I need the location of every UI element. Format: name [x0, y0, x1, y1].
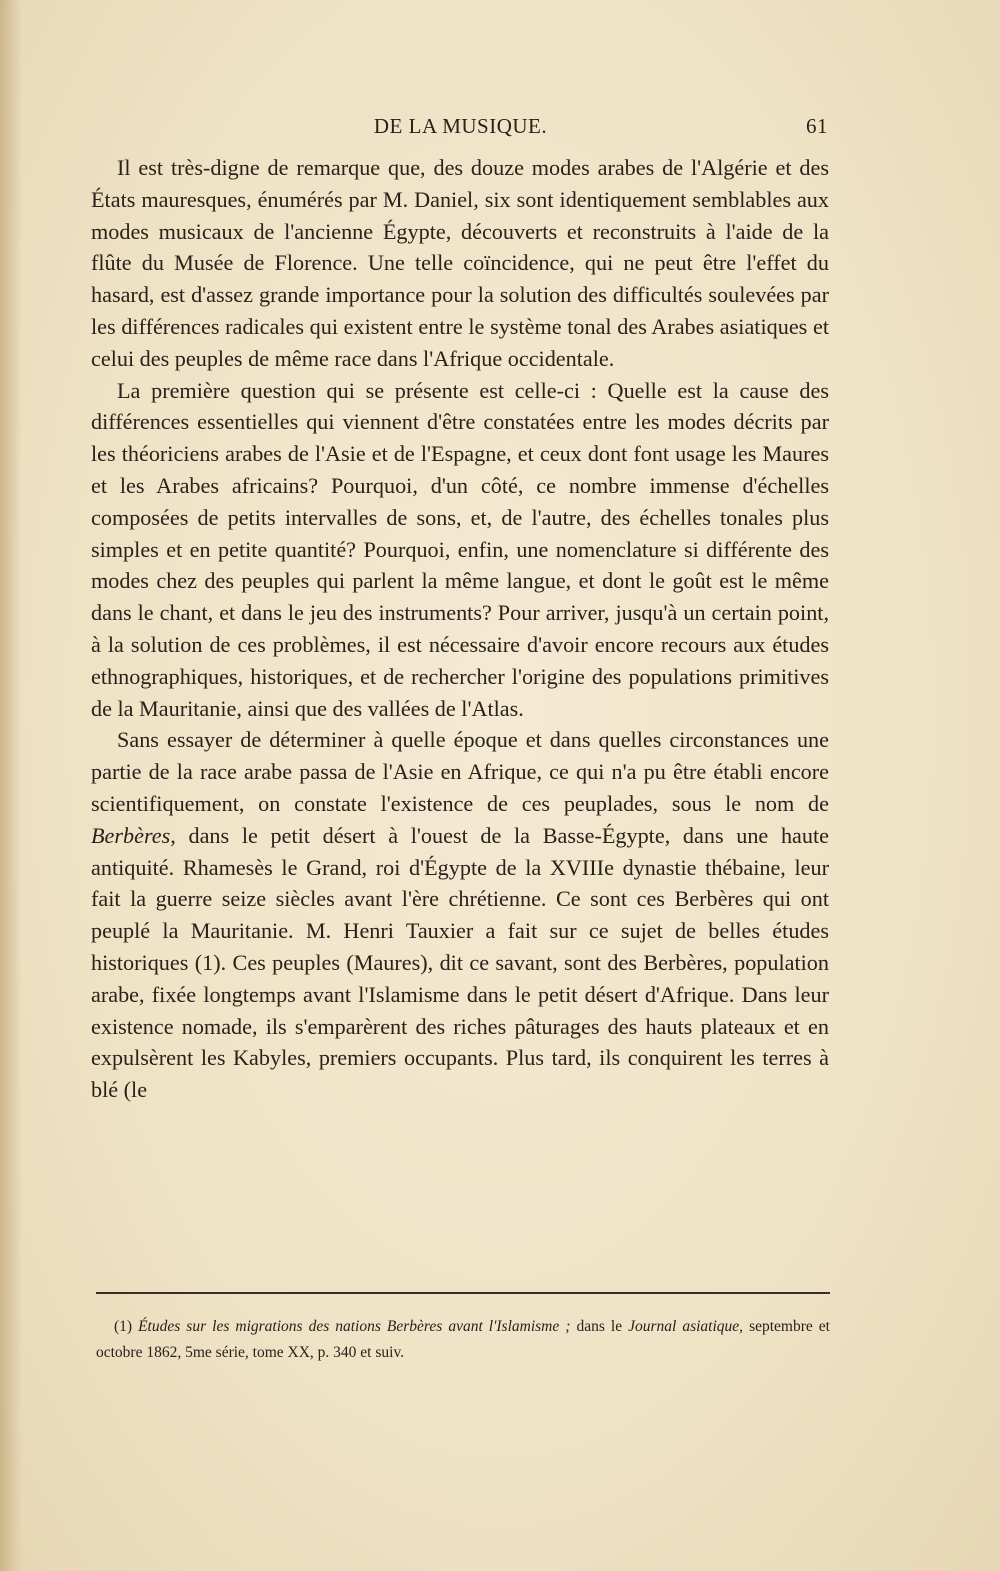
paragraph-3 [91, 724, 829, 1106]
footnote [96, 1314, 830, 1366]
footnote-work-title: Études sur les migrations des nations Berbères avant l'Islamisme ; [138, 1318, 571, 1335]
footnote-connector: dans le [570, 1318, 629, 1335]
footnote-marker: (1) [114, 1318, 139, 1335]
main-text [91, 152, 829, 1106]
paragraph-3-text-b: dans le petit désert à l'ouest de la Basse-Égypte, dans une haute antiquité. Rhamesès le Grand, roi d'Égypte de la XVIIIe dynastie thébaine, leur fait la guerre seize siècles avant l'ère chrétienne. Ce sont ces Berbères qui ont peuplé la Mauritanie. M. Henri Tauxier a fait sur ce sujet de belles études historiques (1). Ces peuples (Maures), dit ce savant, sont des Berbères, population arabe, fixée longtemps avant l'Islamisme dans le petit désert d'Afrique. Dans leur existence nomade, ils s'emparèrent des riches pâturages des hauts plateaux et en expulsèrent les Kabyles, premiers occupants. Plus tard, ils conquirent les terres à blé (le [91, 822, 829, 1103]
paragraph-2: La première question qui se présente est celle-ci : Quelle est la cause des différences essentielles qui viennent d'être constatées entre les modes décrits par les théoriciens arabes de l'Asie et de l'Espagne, et ceux dont font usage les Maures et les Arabes africains? Pourquoi, d'un côté, ce nombre immense d'échelles composées de petits intervalles de sons, et, de l'autre, des échelles tonales plus simples et en petite quantité? Pourquoi, enfin, une nomenclature si différente des modes chez des peuples qui parlent la même langue, et dont le goût est le même dans le chant, et dans le jeu des instruments? Pour arriver, jusqu'à un certain point, à la solution de ces problèmes, il est nécessaire d'avoir encore recours aux études ethnographiques, historiques, et de rechercher l'origine des populations primitives de la Mauritanie, ainsi que des vallées de l'Atlas. [91, 377, 829, 721]
footnote-citation: septembre et octobre 1862, 5me série, tome XX, p. 340 et suiv. [96, 1318, 830, 1361]
paragraph-1: Il est très-digne de remarque que, des douze modes arabes de l'Algérie et des États mauresques, énumérés par M. Daniel, six sont identiquement semblables aux modes musicaux de l'ancienne Égypte, découverts et reconstruits à l'aide de la flûte du Musée de Florence. Une telle coïncidence, qui ne peut être l'effet du hasard, est d'assez grande importance pour la solution des difficultés soulevées par les différences radicales qui existent entre le système tonal des Arabes asiatiques et celui des peuples de même race dans l'Afrique occidentale. [91, 155, 829, 371]
running-head [93, 114, 828, 144]
page-gutter-shadow [0, 0, 22, 1571]
paragraph-3-text-a: Sans essayer de déterminer à quelle époque et dans quelles circonstances une partie de la race arabe passa de l'Asie en Afrique, ce qui n'a pu être établi encore scientifiquement, on constate l'existence de ces peuplades, sous le nom de [91, 727, 829, 816]
footnote-journal: Journal asiatique, [628, 1318, 744, 1335]
running-title: DE LA MUSIQUE. [373, 114, 548, 138]
page-number: 61 [806, 114, 828, 138]
berberes-term: Berbères, [91, 822, 176, 848]
footnote-divider [96, 1292, 830, 1294]
